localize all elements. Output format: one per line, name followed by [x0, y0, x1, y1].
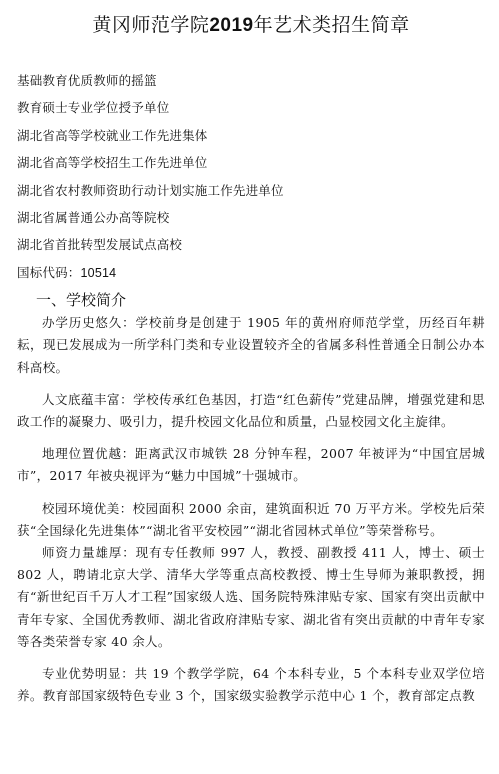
honor-item: 基础教育优质教师的摇篮 [17, 73, 157, 88]
honor-item: 湖北省首批转型发展试点高校 [17, 237, 183, 253]
honor-item: 湖北省高等学校招生工作先进单位 [17, 155, 208, 171]
national-code [17, 259, 485, 287]
honor-item: 湖北省农村教师资助行动计划实施工作先进单位 [17, 182, 284, 198]
honor-item: 教育硕士专业学位授予单位 [17, 100, 170, 116]
paragraph-history: 办学历史悠久：学校前身是创建于 1905 年的黄州府师范学堂，历经百年耕耘，现已发展成为一所学科门类和专业设置较齐全的省属多科性普通全日制公办本科高校。 [17, 315, 485, 375]
page-title [17, 13, 485, 38]
paragraph-campus: 校园环境优美：校园面积 2000 余亩，建筑面积近 70 万平方米。学校先后荣获“全国绿化先进集体”“湖北省平安校园”“湖北省园林式单位”等荣誉称号。 [17, 500, 485, 538]
paragraph-majors: 专业优势明显：共 19 个教学学院，64 个本科专业，5 个本科专业双学位培养。教育部国家级特色专业 3 个，国家级实验教学示范中心 1 个，教育部定点教 [17, 666, 485, 704]
national-code-label: 国标代码： [17, 264, 81, 280]
honor-item: 湖北省属普通公办高等院校 [17, 210, 170, 226]
paragraph-location: 地理位置优越：距离武汉市城铁 28 分钟车程，2007 年被评为“中国宜居城市”，2017 年被央视评为“魅力中国城”十强城市。 [17, 446, 485, 484]
title-suffix: 年艺术类招生简章 [253, 14, 410, 36]
title-prefix: 黄冈师范学院 [92, 14, 210, 36]
title-year: 2019 [209, 15, 254, 36]
national-code-value: 10514 [80, 265, 117, 280]
paragraph-culture: 人文底蕴丰富：学校传承红色基因，打造“红色薪传”党建品牌，增强党建和思政工作的凝聚力、吸引力，提升校园文化品位和质量，凸显校园文化主旋律。 [17, 391, 485, 430]
section-heading-school-intro: 一、学校简介 [36, 291, 127, 310]
honors-list [17, 67, 485, 287]
paragraph-faculty: 师资力量雄厚：现有专任教师 997 人，教授、副教授 411 人，博士、硕士 802 人，聘请北京大学、清华大学等重点高校教授、博士生导师为兼职教授，拥有“新世纪百千万人才工程”国家级人选、国务院特殊津贴专家、国家有突出贡献中青年专家、全国优秀教师、湖北省政府津贴专家、湖北省有突出贡献的中青年专家等各类荣誉专家 40 余人。 [17, 545, 485, 649]
honor-item: 湖北省高等学校就业工作先进集体 [17, 127, 208, 143]
